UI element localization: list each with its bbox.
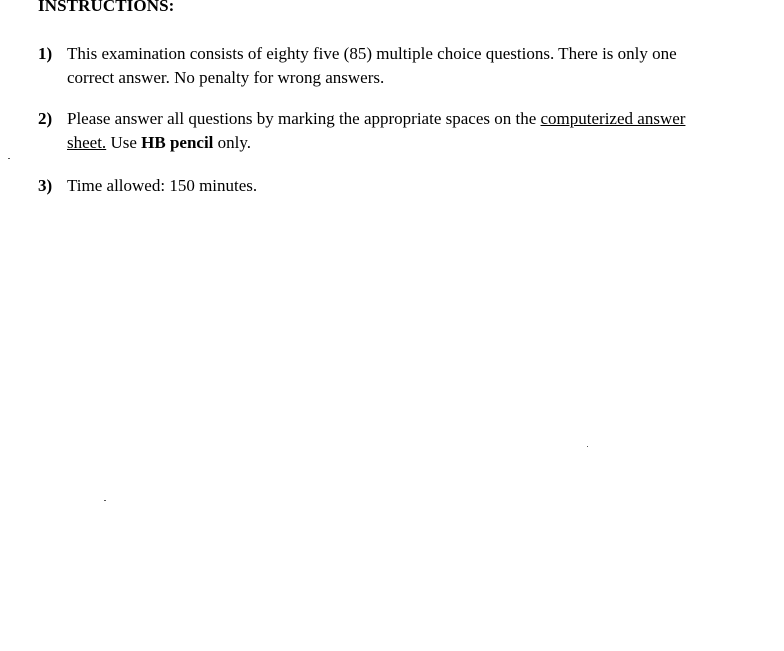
item-text: only. [213,133,252,152]
item-number: 3) [38,176,53,195]
instruction-item-3 [38,174,784,198]
item-text-line [67,107,784,131]
scan-speck [8,158,10,159]
answer-sheet-reference: sheet. [67,133,107,152]
item-text: Use [106,133,142,152]
instruction-item-1 [38,42,784,90]
item-text: Please answer all questions by marking the appropriate spaces on the [67,109,541,128]
item-text-line: Time allowed: 150 minutes. [67,176,258,195]
item-text-line [67,131,784,155]
item-text-line: correct answer. No penalty for wrong answers. [67,68,385,87]
item-number: 2) [38,109,53,128]
item-number: 1) [38,44,53,63]
instruction-item-2 [38,107,784,155]
pencil-requirement: HB pencil [141,133,214,152]
scan-speck [104,500,106,501]
item-text-line: This examination consists of eighty five (85) multiple choice questions. There is only one [67,44,677,63]
scan-speck [587,446,588,447]
answer-sheet-reference: computerized answer [540,109,686,128]
instructions-heading: INSTRUCTIONS: [38,0,175,15]
